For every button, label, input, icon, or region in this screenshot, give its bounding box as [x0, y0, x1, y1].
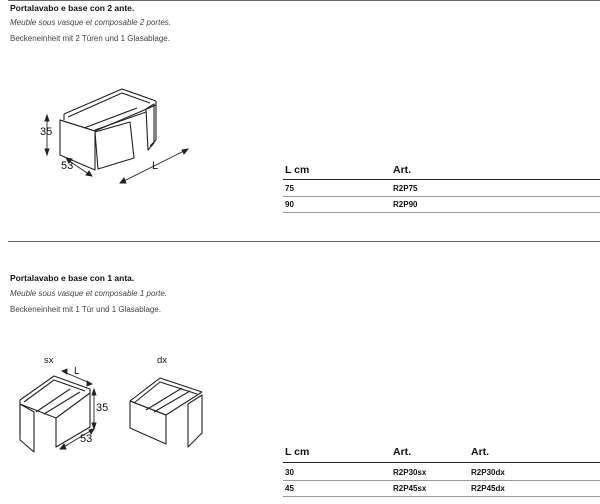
section1-subtitle-de: Beckeneinheit mit 2 Türen und 1 Glasablage. — [10, 34, 170, 43]
section1-title: Portalavabo e base con 2 ante. — [10, 3, 135, 13]
section2-subtitle-de: Beckeneinheit mit 1 Tür und 1 Glasablage. — [10, 305, 162, 314]
table2-bottom-rule — [283, 496, 600, 497]
table1-row1-art: R2P75 — [393, 184, 418, 193]
sx-dim-height-label: 35 — [96, 402, 109, 414]
table1-row2-lcm: 90 — [285, 200, 294, 209]
table2-row1-art-dx: R2P30dx — [471, 468, 505, 477]
sx-dim-depth-label: 53 — [80, 433, 93, 445]
table1-header-art: Art. — [393, 164, 412, 176]
table1-header-lcm: L cm — [285, 164, 310, 176]
variant-dx-label: dx — [157, 355, 168, 366]
table2-row2-lcm: 45 — [285, 484, 294, 493]
sx-dim-length-label: L — [74, 366, 80, 377]
table2-row2-art-sx: R2P45sx — [393, 484, 427, 493]
table2-row2-art-dx: R2P45dx — [471, 484, 505, 493]
table2-row-rule — [283, 480, 600, 481]
section1-subtitle-fr: Meuble sous vasque et composable 2 portes. — [10, 18, 171, 27]
table2-header-art-sx: Art. — [393, 446, 412, 458]
section2-subtitle-fr: Meuble sous vasque et composable 1 porte. — [10, 289, 167, 298]
dim-height-label: 35 — [40, 126, 53, 138]
table2-header-rule — [283, 462, 600, 463]
table1-row1-lcm: 75 — [285, 184, 294, 193]
section2-title: Portalavabo e base con 1 anta. — [10, 273, 135, 283]
table2-row1-lcm: 30 — [285, 468, 294, 477]
table2-header-art-dx: Art. — [471, 446, 490, 458]
table2-row1-art-sx: R2P30sx — [393, 468, 427, 477]
dim-depth-label: 53 — [61, 160, 74, 172]
variant-sx-label: sx — [44, 355, 54, 366]
table1-row2-art: R2P90 — [393, 200, 418, 209]
table2-header-lcm: L cm — [285, 446, 310, 458]
dim-length-label: L — [152, 160, 159, 172]
